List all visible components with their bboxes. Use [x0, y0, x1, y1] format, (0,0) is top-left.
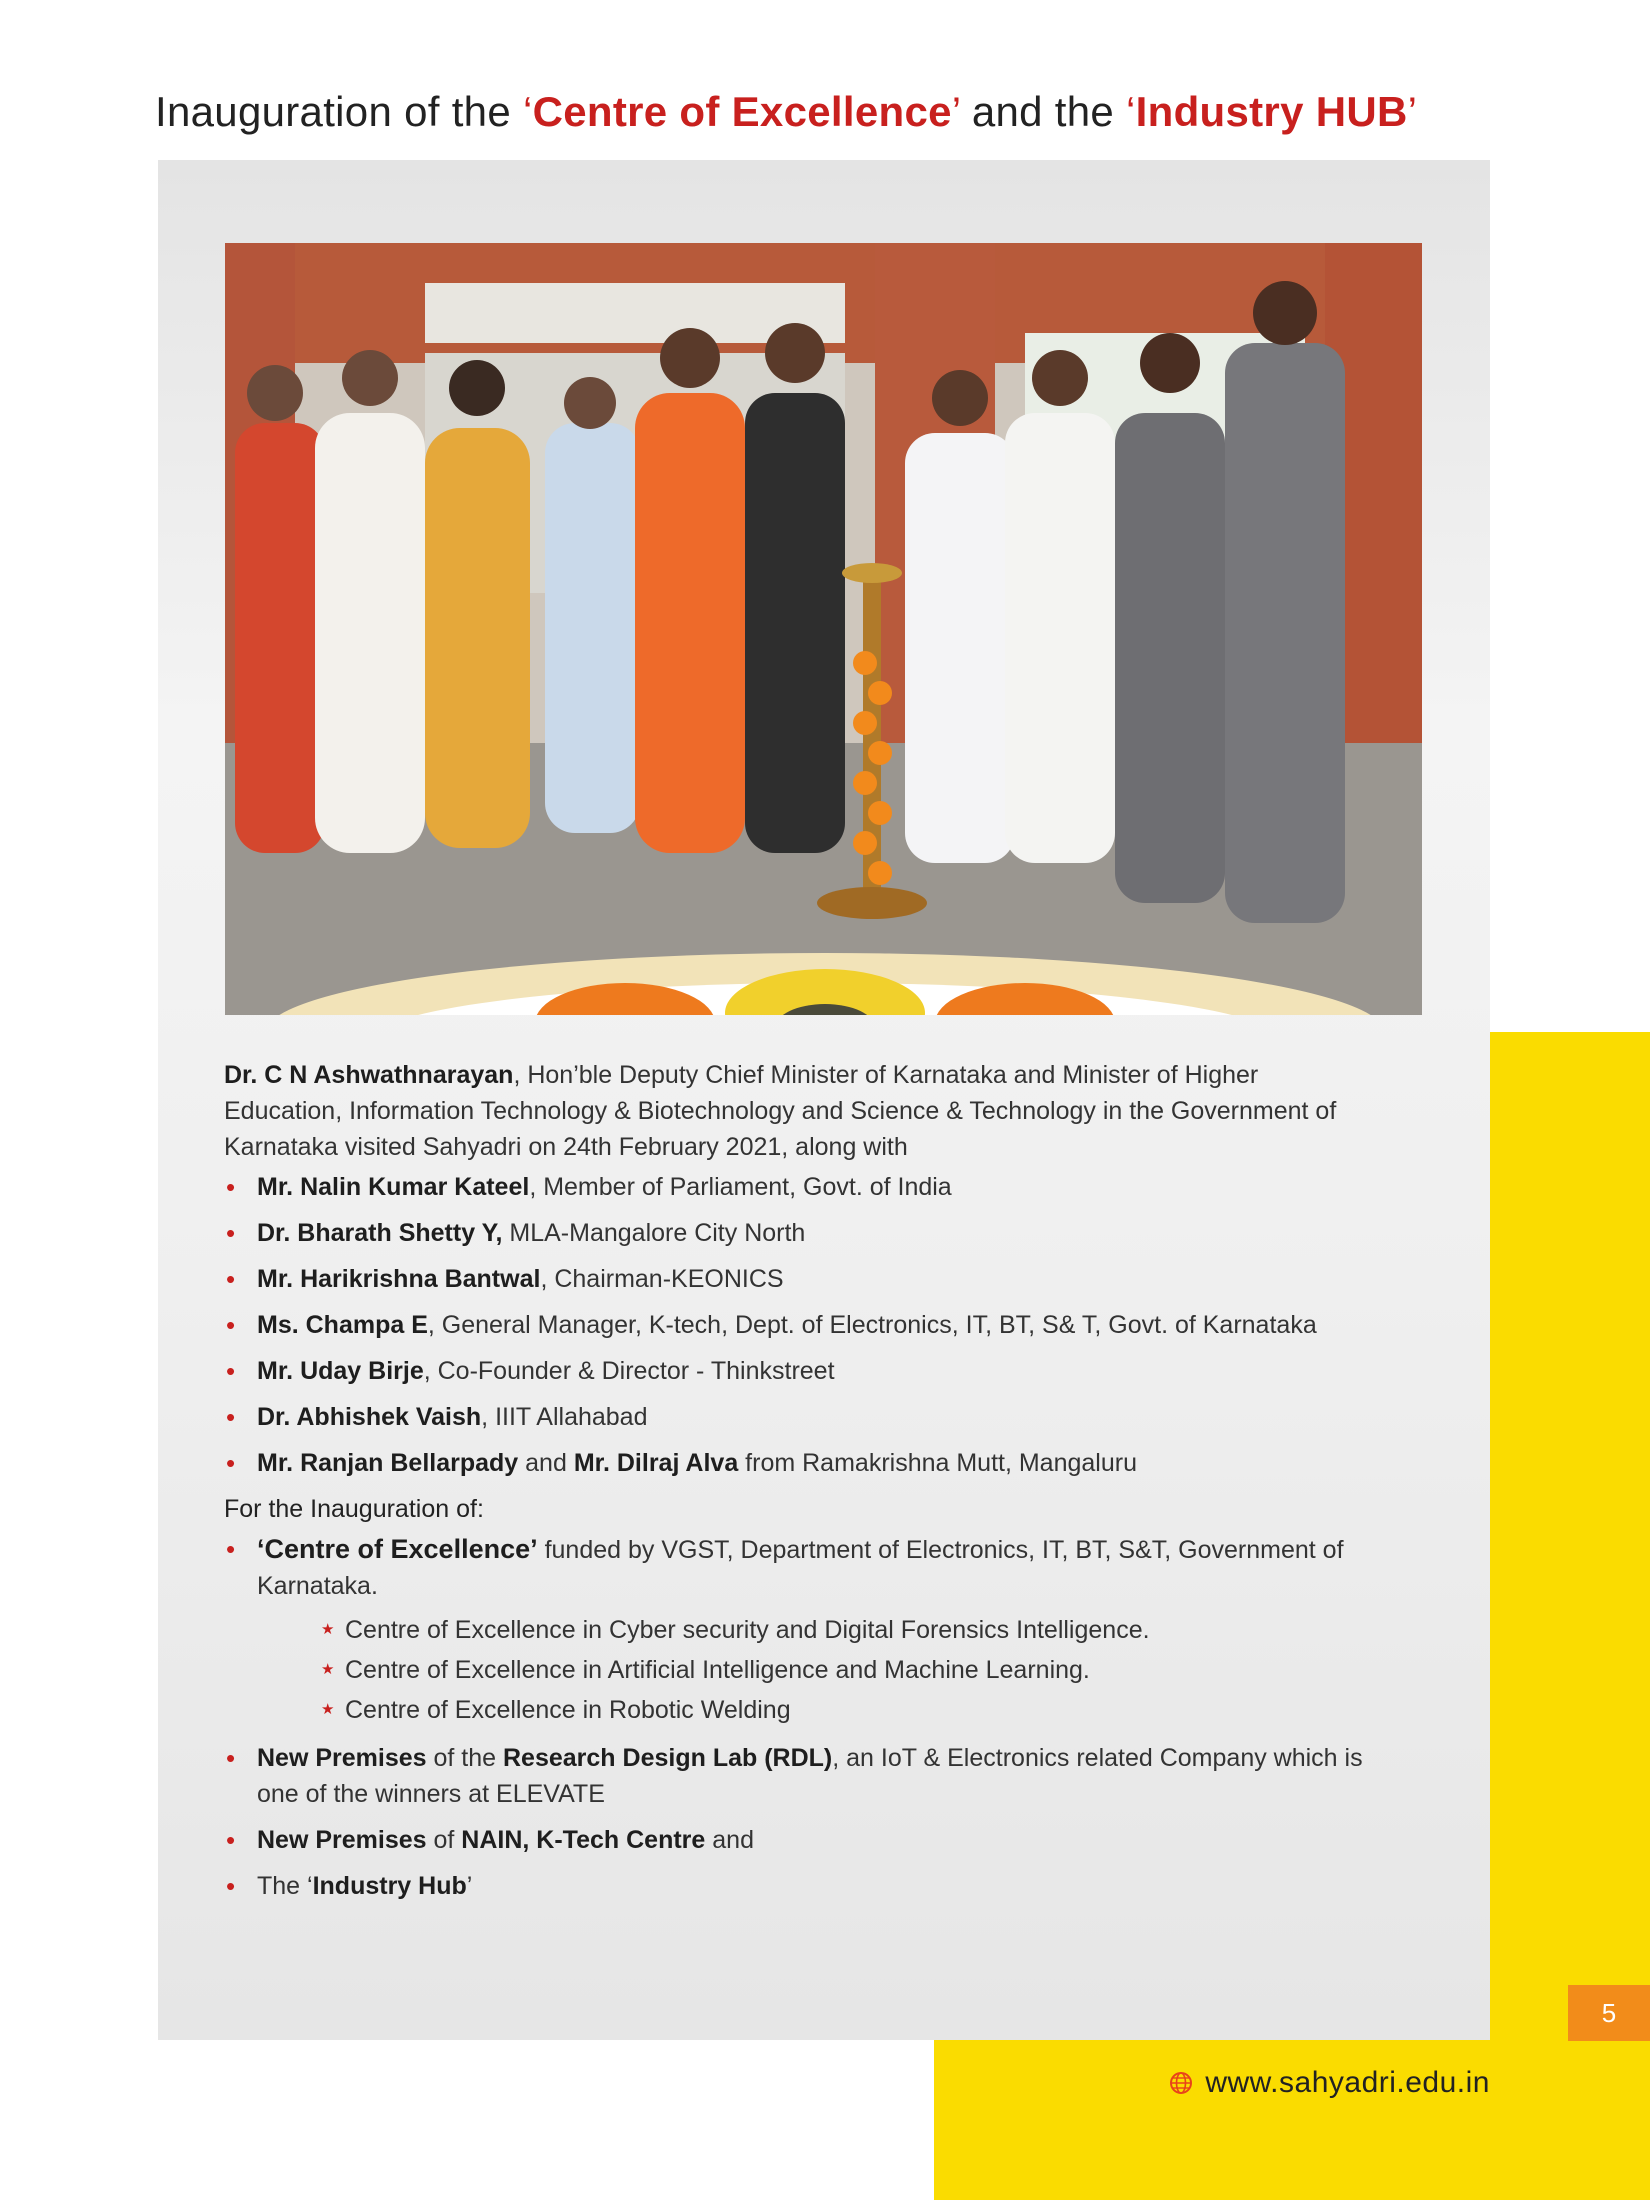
guest-name: Mr. Harikrishna Bantwal: [257, 1265, 541, 1293]
guest-role: MLA-Mangalore City North: [502, 1219, 806, 1247]
nain-of: of: [426, 1826, 462, 1854]
guest-name: Mr. Ranjan Bellarpady: [257, 1449, 519, 1477]
guest-name: Mr. Uday Birje: [257, 1357, 424, 1385]
guest-role: , IIIT Allahabad: [481, 1403, 648, 1431]
guest-name: Mr. Nalin Kumar Kateel: [257, 1173, 530, 1201]
nain-label: New Premises: [257, 1826, 427, 1854]
guest-name: Ms. Champa E: [257, 1311, 428, 1339]
guest-item: [224, 1215, 1380, 1251]
guest-role: , Co-Founder & Director - Thinkstreet: [423, 1357, 835, 1385]
guest-and: and: [518, 1449, 574, 1477]
website-footer[interactable]: [1169, 2063, 1490, 2103]
hub-suffix: ’: [466, 1872, 473, 1900]
coe-label: ‘Centre of Excellence’: [257, 1534, 538, 1564]
title-quote-close-1: ’: [951, 88, 960, 135]
intro-paragraph: [224, 1057, 1380, 1165]
inauguration-heading: For the Inauguration of:: [224, 1495, 484, 1523]
title-highlight-hub: Industry HUB: [1135, 88, 1408, 135]
title-quote-open-2: ‘: [1126, 88, 1136, 135]
guest-item: [224, 1353, 1380, 1389]
title-quote-open-1: ‘: [522, 88, 533, 135]
guest-list: [224, 1169, 1380, 1481]
title-quote-close-2: ’: [1407, 88, 1418, 135]
hub-name: Industry Hub: [312, 1872, 467, 1900]
guest-item: [224, 1169, 1380, 1205]
hub-prefix: The ‘: [257, 1872, 313, 1900]
article-body: [224, 1057, 1380, 1914]
guest-name: Dr. Bharath Shetty Y,: [257, 1219, 503, 1247]
coe-item: [224, 1531, 1380, 1730]
intro-text: , Hon’ble Deputy Chief Minister of Karnataka and Minister of Higher Education, Information Technology & Biotechnology and Science & Technology in the Government of Karnataka visited Sahyadri on 24th February 2021, along with: [224, 1061, 1337, 1161]
inauguration-list: [224, 1531, 1380, 1904]
guest-role: , Chairman-KEONICS: [540, 1265, 784, 1293]
coe-subitem: ★ Centre of Excellence in Cyber security and Digital Forensics Intelligence.: [321, 1610, 1380, 1650]
inauguration-photo: [225, 243, 1422, 1015]
title-prefix: Inauguration of the: [155, 88, 523, 135]
title-middle: and the: [959, 88, 1127, 135]
nain-name: NAIN, K-Tech Centre: [461, 1826, 706, 1854]
rdl-of: of the: [426, 1744, 503, 1772]
title-highlight-coe: Centre of Excellence: [532, 88, 952, 135]
guest-item: [224, 1261, 1380, 1297]
guest-role: from Ramakrishna Mutt, Mangaluru: [738, 1449, 1137, 1477]
rdl-label: New Premises: [257, 1744, 427, 1772]
nain-item: [224, 1822, 1380, 1858]
guest-item: [224, 1399, 1380, 1435]
rdl-text: , an IoT & Electronics related Company which is one of the winners at ELEVATE: [257, 1744, 1363, 1808]
coe-sublist: [257, 1610, 1380, 1730]
guest-item: [224, 1307, 1380, 1343]
coe-subitem: ★ Centre of Excellence in Artificial Intelligence and Machine Learning.: [321, 1650, 1380, 1690]
guest-name: Mr. Dilraj Alva: [573, 1449, 739, 1477]
coe-subitem: ★ Centre of Excellence in Robotic Welding: [321, 1690, 1380, 1730]
page-title: [155, 88, 1575, 136]
intro-name: Dr. C N Ashwathnarayan: [224, 1061, 514, 1089]
guest-role: , General Manager, K-tech, Dept. of Electronics, IT, BT, S& T, Govt. of Karnataka: [427, 1311, 1317, 1339]
nain-text: and: [705, 1826, 754, 1854]
guest-item-last: [224, 1445, 1380, 1481]
rdl-item: [224, 1740, 1380, 1812]
website-link[interactable]: www.sahyadri.edu.in: [1205, 2066, 1490, 2099]
photo-illustration: [225, 243, 1422, 1015]
hub-item: [224, 1868, 1380, 1904]
globe-icon: [1169, 2071, 1193, 2095]
page-number: 5: [1568, 1985, 1650, 2041]
guest-role: , Member of Parliament, Govt. of India: [529, 1173, 952, 1201]
guest-name: Dr. Abhishek Vaish: [257, 1403, 482, 1431]
rdl-name: Research Design Lab (RDL): [503, 1744, 833, 1772]
coe-text: funded by VGST, Department of Electronics, IT, BT, S&T, Government of Karnataka.: [257, 1536, 1344, 1600]
